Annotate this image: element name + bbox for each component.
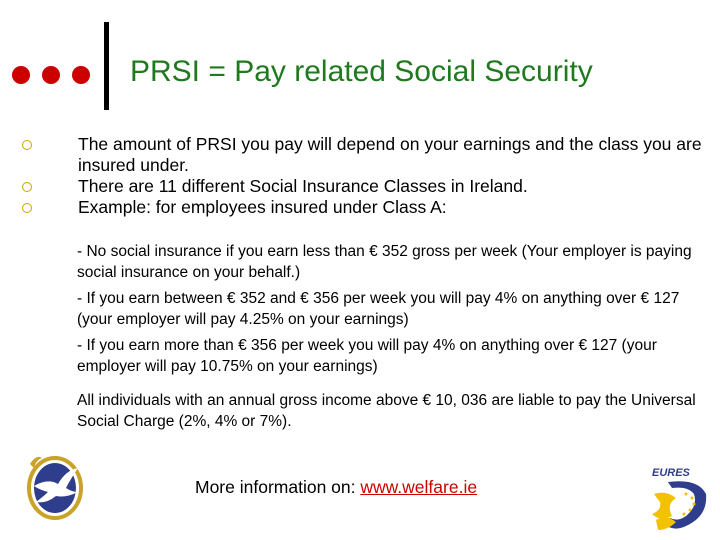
red-dot-icon xyxy=(72,66,90,84)
bullet-text: There are 11 different Social Insurance Classes in Ireland. xyxy=(78,176,528,196)
bullet-circle-icon xyxy=(22,182,32,192)
bird-logo-icon xyxy=(22,448,88,524)
usc-note: All individuals with an annual gross income above € 10, 036 are liable to pay the Universal Social Charge (2%, 4% or 7%). xyxy=(77,392,696,430)
more-info-line xyxy=(195,477,477,498)
eures-logo-text: EURES xyxy=(652,467,690,479)
sub-item: - If you earn between € 352 and € 356 per week you will pay 4% on anything over € 127 (your employer will pay 4.25% on your earnings) xyxy=(77,290,680,328)
bullet-circle-icon xyxy=(22,140,32,150)
welfare-link[interactable]: www.welfare.ie xyxy=(360,477,478,497)
sub-item: - If you earn more than € 356 per week you will pay 4% on anything over € 127 (your employer will pay 10.75% on your earnings) xyxy=(77,337,657,375)
eures-logo-icon xyxy=(646,464,714,536)
red-dot-icon xyxy=(42,66,60,84)
bullet-item xyxy=(22,176,712,197)
title-divider xyxy=(104,22,109,110)
slide-title: PRSI = Pay related Social Security xyxy=(130,55,593,88)
title-decoration-dots xyxy=(12,66,102,86)
bullet-list xyxy=(22,134,712,218)
bullet-item xyxy=(22,197,712,218)
red-dot-icon xyxy=(12,66,30,84)
bullet-text: The amount of PRSI you pay will depend on your earnings and the class you are insured under. xyxy=(78,134,702,175)
more-info-label: More information on: xyxy=(195,477,361,497)
bullet-circle-icon xyxy=(22,203,32,213)
bullet-text: Example: for employees insured under Class A: xyxy=(78,197,447,217)
bullet-item xyxy=(22,134,712,176)
class-a-details xyxy=(77,241,707,382)
sub-item: - No social insurance if you earn less than € 352 gross per week (Your employer is paying social insurance on your behalf.) xyxy=(77,243,692,281)
